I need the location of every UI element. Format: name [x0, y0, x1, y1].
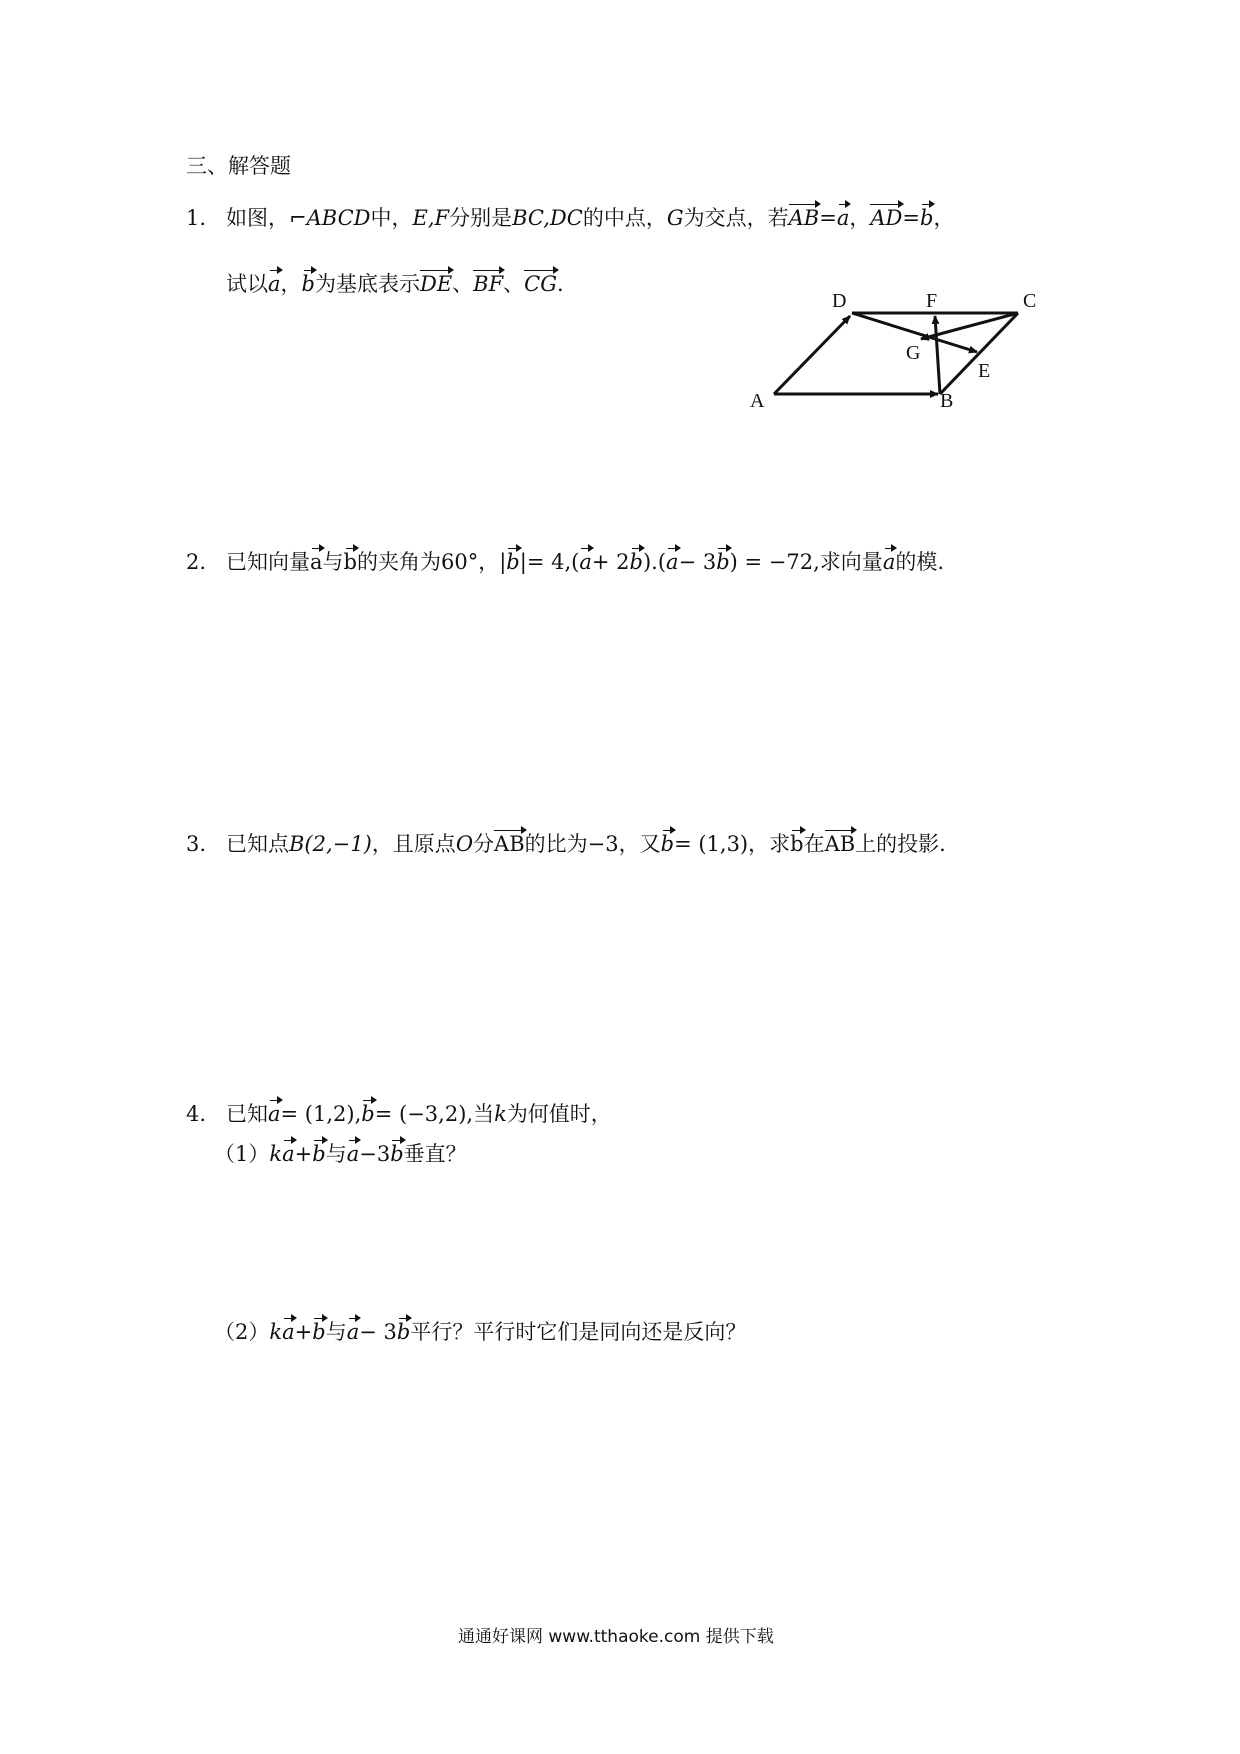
vector-ab: AB: [494, 832, 525, 856]
label-b: B: [940, 390, 954, 412]
math-var: O: [455, 832, 474, 856]
vector-a: a: [268, 1102, 281, 1126]
vector-b: b: [506, 550, 520, 574]
text: + 2: [591, 550, 630, 574]
text: +: [294, 1142, 313, 1166]
label-f: F: [926, 290, 938, 312]
label-e: E: [978, 360, 991, 382]
text: = (−3,2): [374, 1102, 467, 1126]
vector-b: b: [361, 1102, 375, 1126]
vector-a: a: [346, 1320, 360, 1344]
vector-a: a: [836, 206, 850, 230]
vector-b: b: [343, 550, 357, 574]
section-title-text: 三、解答题: [186, 154, 291, 178]
text: ，求: [748, 832, 791, 856]
part-label: （1）: [214, 1142, 270, 1166]
part-label: （2）: [214, 1320, 270, 1344]
vector-b: b: [716, 550, 730, 574]
text: 中，: [370, 206, 413, 230]
text: 的中点，: [582, 206, 667, 230]
label-a: A: [750, 390, 765, 412]
text: ，: [280, 272, 302, 296]
parallelogram-figure: [740, 290, 1060, 420]
question-1-line-1: [186, 204, 954, 232]
question-3: [186, 830, 946, 858]
text: 垂直？: [403, 1142, 467, 1166]
vector-a: a: [268, 272, 281, 296]
text: =: [819, 206, 837, 230]
text: 已知: [226, 1102, 268, 1126]
question-4-number: 4.: [186, 1102, 207, 1126]
vector-b: b: [312, 1320, 326, 1344]
text: − 3: [678, 550, 717, 574]
text: 为何值时，: [506, 1102, 612, 1126]
math-var: E,F: [412, 206, 450, 230]
text: 已知点: [226, 832, 289, 856]
question-2: [186, 548, 944, 576]
vector-cg: CG: [524, 272, 558, 296]
text: 在: [803, 832, 825, 856]
vector-bf-line: [935, 316, 940, 394]
text: 上的投影.: [855, 832, 946, 856]
math-var: G: [666, 206, 684, 230]
vector-b: b: [919, 206, 934, 230]
question-4-part-2: [214, 1318, 746, 1346]
footer: [458, 1622, 774, 1647]
text: 已知向量: [226, 550, 310, 574]
text: 分别是: [449, 206, 513, 230]
text: ,: [354, 1102, 362, 1126]
vector-b: b: [660, 832, 675, 856]
text: ,求向量: [813, 550, 883, 574]
text: ) = −72: [729, 550, 814, 574]
text: 的夹角为60°，: [356, 550, 500, 574]
label-g: G: [906, 342, 921, 364]
text: +: [294, 1320, 313, 1344]
vector-ad: AD: [870, 206, 903, 230]
vector-b: b: [629, 550, 643, 574]
vector-a: a: [282, 1320, 295, 1344]
text: ,当: [466, 1102, 495, 1126]
text: 与: [325, 1142, 347, 1166]
vector-ab: AB: [788, 206, 820, 230]
parallelogram-symbol: ⌐: [289, 206, 307, 230]
vector-a: a: [579, 550, 592, 574]
math-var: B(2,−1): [289, 832, 372, 856]
question-4: [186, 1100, 612, 1128]
text: ，: [933, 206, 955, 230]
text: =: [902, 206, 920, 230]
text: (: [571, 550, 580, 574]
question-3-number: 3.: [186, 832, 207, 856]
text: .: [557, 272, 564, 296]
text: 试以: [226, 272, 268, 296]
text: 、: [452, 272, 474, 296]
text: = (1,3): [674, 832, 749, 856]
vector-a: a: [882, 550, 896, 574]
question-1-line-2: [226, 270, 564, 298]
math-var: k: [269, 1142, 283, 1166]
math-var: BC,DC: [512, 206, 583, 230]
footer-text: 通通好课网 www.tthaoke.com 提供下载: [458, 1627, 774, 1647]
text: 的模.: [895, 550, 945, 574]
question-4-part-1: [214, 1140, 467, 1168]
math-var: k: [269, 1320, 283, 1344]
vector-bf: BF: [473, 272, 504, 296]
text: 分: [473, 832, 495, 856]
question-1-number: 1.: [186, 206, 207, 230]
text: 为交点，若: [683, 206, 789, 230]
vector-a: a: [346, 1142, 360, 1166]
text: ).(: [642, 550, 667, 574]
vector-de: DE: [419, 272, 453, 296]
math-var: k: [494, 1102, 507, 1126]
label-d: D: [832, 290, 847, 312]
vector-a: a: [310, 550, 323, 574]
vector-a: a: [666, 550, 679, 574]
text: 平行？平行时它们是同向还是反向？: [410, 1320, 747, 1344]
text: = (1,2): [280, 1102, 355, 1126]
math-var: ABCD: [306, 206, 371, 230]
vector-b: b: [790, 832, 804, 856]
vector-b: b: [396, 1320, 411, 1344]
edge-ad: [774, 316, 850, 394]
text: 的比为−3，又: [524, 832, 661, 856]
label-c: C: [1023, 290, 1037, 312]
vector-b: b: [390, 1142, 404, 1166]
vector-ab: AB: [824, 832, 856, 856]
text: − 3: [359, 1320, 397, 1344]
text: −3: [359, 1142, 391, 1166]
section-title: [186, 152, 291, 180]
text: 、: [503, 272, 525, 296]
text: ，且原点: [371, 832, 456, 856]
text: 与: [325, 1320, 347, 1344]
text: ，: [849, 206, 871, 230]
vector-a: a: [282, 1142, 295, 1166]
text: 为基底表示: [314, 272, 420, 296]
text: |: [499, 550, 507, 574]
vector-b: b: [312, 1142, 326, 1166]
text: 与: [322, 550, 344, 574]
vector-b: b: [301, 272, 315, 296]
question-2-number: 2.: [186, 550, 207, 574]
text: |= 4,: [519, 550, 572, 574]
text: 如图，: [226, 206, 289, 230]
